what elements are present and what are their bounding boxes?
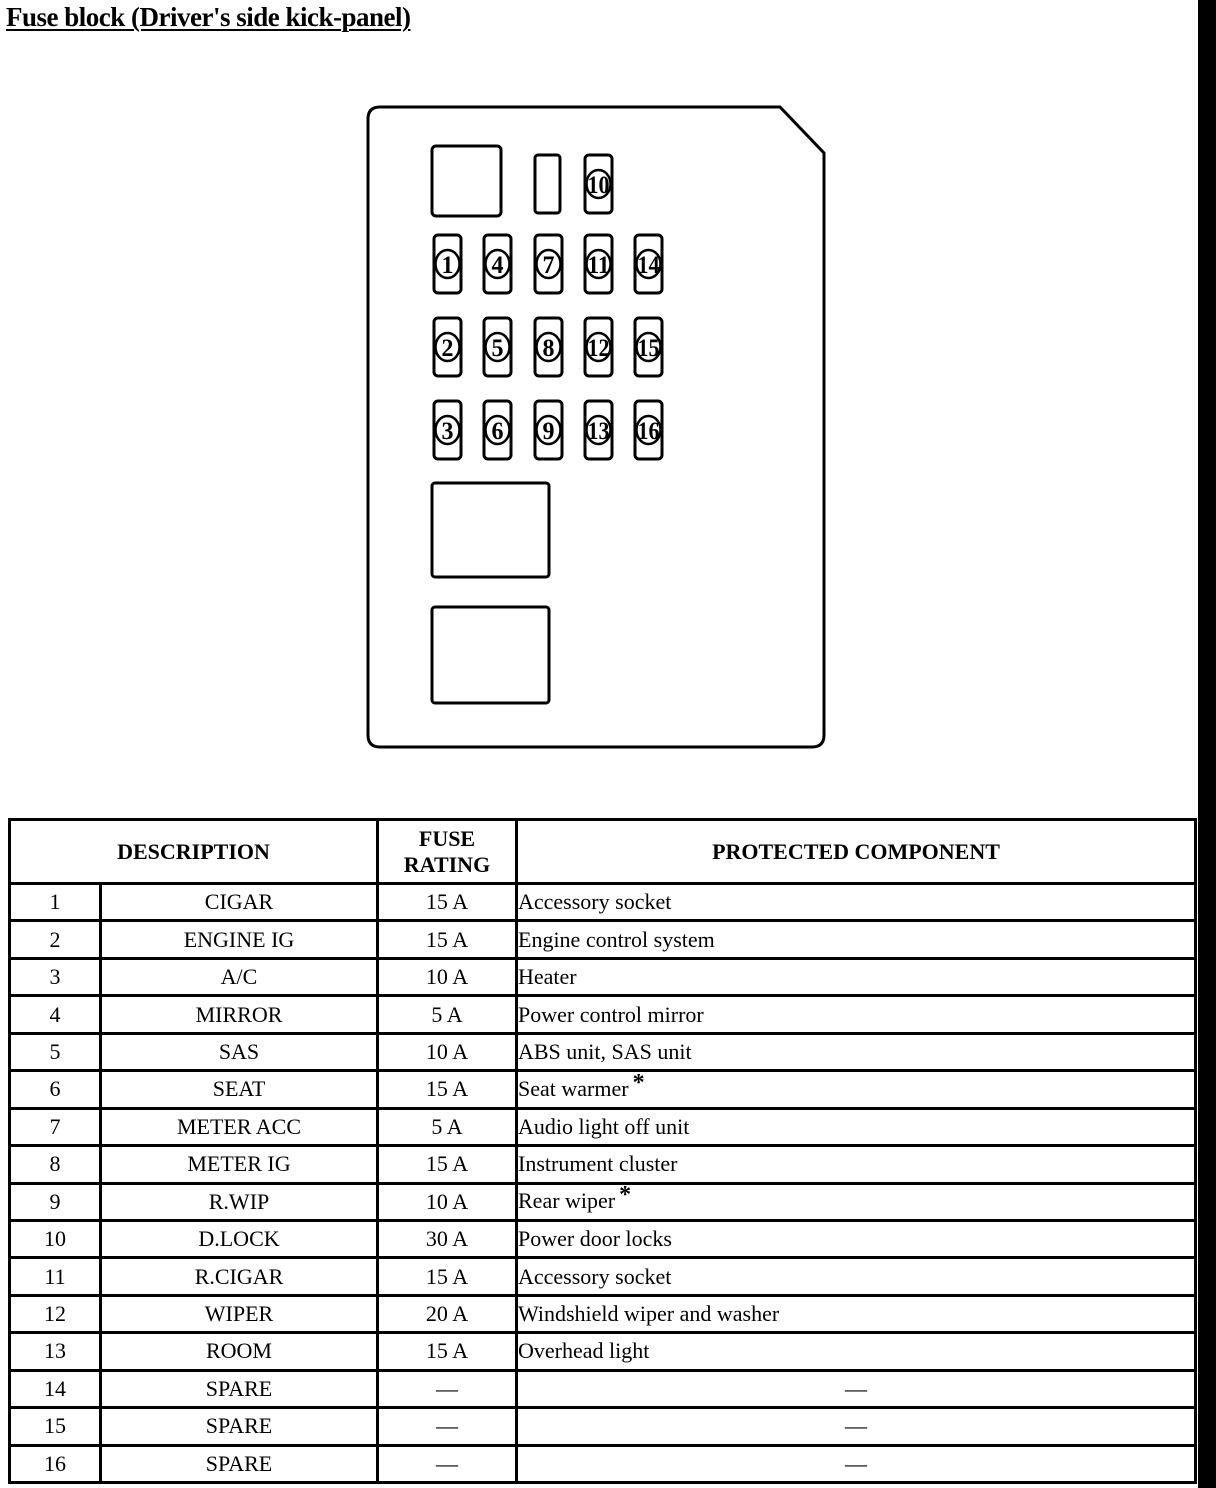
- fuse-rating-cell: 10 A: [378, 1033, 517, 1070]
- protected-component-cell: [517, 1295, 1196, 1332]
- protected-component-text: Accessory socket: [518, 1263, 672, 1289]
- fuse-number-label: 15: [637, 335, 660, 362]
- protected-component-cell: [517, 958, 1196, 995]
- fuse-rating-cell: 15 A: [378, 1071, 517, 1108]
- fuse-rating-cell: 20 A: [378, 1295, 517, 1332]
- protected-component-text: ABS unit, SAS unit: [518, 1038, 692, 1064]
- protected-component-cell: [517, 1445, 1196, 1482]
- protected-component-cell: [517, 1108, 1196, 1145]
- fuse-number-cell: 2: [10, 921, 101, 958]
- protected-component-text: Seat warmer: [518, 1075, 629, 1101]
- protected-component-cell: [517, 1220, 1196, 1257]
- footnote-asterisk: *: [632, 1069, 645, 1096]
- fuse-number-label: 3: [441, 418, 454, 445]
- table-header-row: [10, 820, 1196, 884]
- fuse-number-cell: 3: [10, 958, 101, 995]
- fuse-number-cell: 6: [10, 1071, 101, 1108]
- fuse-slot: [535, 318, 562, 376]
- fuse-number-label: 13: [587, 418, 610, 445]
- fuse-number-label: 2: [441, 335, 454, 362]
- table-row: [10, 1108, 1196, 1145]
- protected-component-cell: [517, 1333, 1196, 1370]
- table-row: [10, 1220, 1196, 1257]
- fuse-slot: [585, 155, 612, 213]
- protected-component-cell: [517, 1033, 1196, 1070]
- fuse-number-cell: 12: [10, 1295, 101, 1332]
- fuse-number-label: 16: [637, 418, 660, 445]
- fuse-number-cell: 1: [10, 884, 101, 921]
- protected-component-text: Rear wiper: [518, 1188, 616, 1214]
- fuse-name-cell: D.LOCK: [101, 1220, 378, 1257]
- fuse-rating-cell: —: [378, 1408, 517, 1445]
- fuse-number-label: 4: [491, 252, 504, 279]
- table-row: [10, 1146, 1196, 1183]
- header-description: DESCRIPTION: [10, 820, 378, 884]
- relay-block-bottom: [432, 607, 549, 703]
- fuse-number-cell: 15: [10, 1408, 101, 1445]
- fuse-slot: [484, 401, 511, 459]
- fuse-slot: [585, 235, 612, 293]
- table-row: [10, 1333, 1196, 1370]
- table-row: [10, 996, 1196, 1033]
- fuse-number-cell: 11: [10, 1258, 101, 1295]
- fuse-slot: [484, 235, 511, 293]
- fuse-slot: [434, 235, 461, 293]
- fuse-number-cell: 5: [10, 1033, 101, 1070]
- protected-component-text: —: [845, 1450, 867, 1476]
- fuse-slot: [635, 401, 662, 459]
- fuse-number-label: 9: [542, 418, 555, 445]
- table-row: [10, 884, 1196, 921]
- fuse-slot: [585, 318, 612, 376]
- fuse-number-label: 5: [491, 335, 504, 362]
- header-protected-component: PROTECTED COMPONENT: [517, 820, 1196, 884]
- fuse-name-cell: R.WIP: [101, 1183, 378, 1220]
- fuse-slot: [635, 318, 662, 376]
- fuse-number-cell: 14: [10, 1370, 101, 1407]
- table-row: [10, 1033, 1196, 1070]
- protected-component-text: Power door locks: [518, 1226, 672, 1252]
- fuse-slot: [535, 401, 562, 459]
- fuse-name-cell: SPARE: [101, 1370, 378, 1407]
- header-fuse-rating-line1: FUSE: [418, 825, 476, 851]
- fuse-rating-cell: 30 A: [378, 1220, 517, 1257]
- fuse-rating-cell: —: [378, 1370, 517, 1407]
- fuse-name-cell: CIGAR: [101, 884, 378, 921]
- fuse-rating-cell: 15 A: [378, 884, 517, 921]
- fuse-number-label: 12: [587, 335, 610, 362]
- relay-block-middle: [432, 483, 549, 577]
- fuse-number-cell: 9: [10, 1183, 101, 1220]
- protected-component-text: Power control mirror: [518, 1001, 704, 1027]
- fuse-number-label: 6: [491, 418, 504, 445]
- fuse-slot-empty: [535, 155, 560, 213]
- fuse-number-cell: 7: [10, 1108, 101, 1145]
- protected-component-text: Audio light off unit: [518, 1113, 690, 1139]
- fuse-rating-cell: —: [378, 1445, 517, 1482]
- fuse-number-label: 11: [587, 252, 610, 279]
- page-title: Fuse block (Driver's side kick-panel): [6, 2, 411, 32]
- protected-component-text: Accessory socket: [518, 889, 672, 915]
- protected-component-text: Instrument cluster: [518, 1151, 678, 1177]
- fuse-name-cell: ENGINE IG: [101, 921, 378, 958]
- fuse-name-cell: SPARE: [101, 1445, 378, 1482]
- fuse-slot: [484, 318, 511, 376]
- fuse-table: [8, 818, 1197, 1484]
- table-row: [10, 958, 1196, 995]
- fuse-number-cell: 8: [10, 1146, 101, 1183]
- fuse-rating-cell: 15 A: [378, 1146, 517, 1183]
- protected-component-cell: [517, 996, 1196, 1033]
- fuse-name-cell: ROOM: [101, 1333, 378, 1370]
- protected-component-cell: [517, 921, 1196, 958]
- fuse-slot: [585, 401, 612, 459]
- fuse-number-label: 7: [542, 252, 555, 279]
- protected-component-cell: [517, 1183, 1196, 1220]
- fuse-rating-cell: 5 A: [378, 1108, 517, 1145]
- fuse-number-cell: 13: [10, 1333, 101, 1370]
- table-row: [10, 1183, 1196, 1220]
- fuse-rating-cell: 5 A: [378, 996, 517, 1033]
- table-row: [10, 1445, 1196, 1482]
- protected-component-text: Windshield wiper and washer: [518, 1301, 780, 1327]
- protected-component-cell: [517, 884, 1196, 921]
- fuse-name-cell: WIPER: [101, 1295, 378, 1332]
- fuse-group: [434, 155, 662, 459]
- fuse-name-cell: MIRROR: [101, 996, 378, 1033]
- fuse-number-cell: 10: [10, 1220, 101, 1257]
- fuse-name-cell: METER IG: [101, 1146, 378, 1183]
- fuse-number-cell: 4: [10, 996, 101, 1033]
- fuse-slot: [535, 235, 562, 293]
- protected-component-cell: [517, 1408, 1196, 1445]
- fuse-slot: [635, 235, 662, 293]
- fuse-name-cell: A/C: [101, 958, 378, 995]
- protected-component-cell: [517, 1146, 1196, 1183]
- fuse-name-cell: METER ACC: [101, 1108, 378, 1145]
- fuse-number-label: 8: [542, 335, 555, 362]
- fuse-slot: [434, 401, 461, 459]
- protected-component-cell: [517, 1370, 1196, 1407]
- fuse-rating-cell: 15 A: [378, 1333, 517, 1370]
- fuse-rating-cell: 10 A: [378, 1183, 517, 1220]
- table-row: [10, 1408, 1196, 1445]
- fuse-name-cell: R.CIGAR: [101, 1258, 378, 1295]
- fuse-rating-cell: 15 A: [378, 921, 517, 958]
- protected-component-text: Overhead light: [518, 1338, 650, 1364]
- fuse-number-label: 14: [637, 252, 660, 279]
- header-fuse-rating: [378, 820, 517, 884]
- protected-component-text: —: [845, 1375, 867, 1401]
- table-row: [10, 1370, 1196, 1407]
- fuse-rating-cell: 10 A: [378, 958, 517, 995]
- fuse-number-label: 10: [587, 172, 610, 199]
- relay-block-top: [432, 146, 501, 216]
- fuse-name-cell: SEAT: [101, 1071, 378, 1108]
- fuse-number-cell: 16: [10, 1445, 101, 1482]
- protected-component-cell: [517, 1071, 1196, 1108]
- protected-component-text: Engine control system: [518, 926, 715, 952]
- protected-component-text: Heater: [518, 964, 577, 990]
- table-row: [10, 1071, 1196, 1108]
- fuse-rating-cell: 15 A: [378, 1258, 517, 1295]
- fuse-name-cell: SPARE: [101, 1408, 378, 1445]
- table-row: [10, 1258, 1196, 1295]
- table-row: [10, 1295, 1196, 1332]
- header-fuse-rating-line2: RATING: [403, 851, 491, 877]
- footnote-asterisk: *: [619, 1182, 632, 1209]
- fuse-slot: [434, 318, 461, 376]
- protected-component-text: —: [845, 1413, 867, 1439]
- fuse-name-cell: SAS: [101, 1033, 378, 1070]
- table-row: [10, 921, 1196, 958]
- protected-component-cell: [517, 1258, 1196, 1295]
- fuse-number-label: 1: [441, 252, 454, 279]
